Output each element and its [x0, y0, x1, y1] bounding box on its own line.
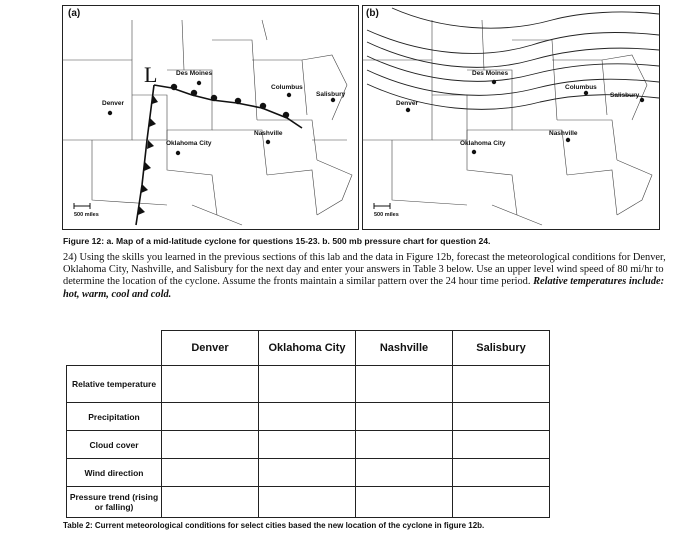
- answer-cell[interactable]: [356, 403, 453, 431]
- table-row: [67, 403, 550, 431]
- answer-cell[interactable]: [259, 431, 356, 459]
- panel-a-state-lines: [62, 20, 352, 225]
- question-24: [63, 252, 669, 301]
- answer-cell[interactable]: [259, 403, 356, 431]
- warm-front: [154, 85, 302, 128]
- panel-a-frame: [63, 6, 359, 230]
- answer-cell[interactable]: [162, 487, 259, 518]
- col-header-denver: Denver: [162, 331, 259, 366]
- label-denver-a: Denver: [102, 100, 125, 107]
- panel-a-tag: (a): [68, 8, 81, 19]
- table-row: [67, 459, 550, 487]
- low-pressure-symbol: L: [144, 62, 158, 87]
- answer-cell[interactable]: [356, 366, 453, 403]
- table-row: [67, 431, 550, 459]
- col-header-oklahoma-city: Oklahoma City: [259, 331, 356, 366]
- answer-cell[interactable]: [453, 431, 550, 459]
- label-des-moines-b: Des Moines: [472, 70, 509, 77]
- label-des-moines-a: Des Moines: [176, 70, 213, 77]
- row-label-wind-direction: Wind direction: [67, 459, 162, 487]
- answer-cell[interactable]: [162, 431, 259, 459]
- label-columbus-b: Columbus: [565, 84, 597, 91]
- label-oklahoma-city-b: Oklahoma City: [460, 140, 506, 147]
- answer-cell[interactable]: [259, 459, 356, 487]
- row-label-cloud-cover: Cloud cover: [67, 431, 162, 459]
- label-columbus-a: Columbus: [271, 84, 303, 91]
- label-salisbury-b: Salisbury: [610, 92, 640, 99]
- row-label-pressure-trend: Pressure trend (rising or falling): [67, 487, 162, 518]
- answer-cell[interactable]: [356, 459, 453, 487]
- table-corner: [67, 331, 162, 366]
- forecast-table: [66, 330, 550, 518]
- question-emphasis: Relative temperatures include: hot, warm, cool and cold.: [63, 276, 665, 300]
- scale-bar-b: [374, 203, 390, 209]
- label-oklahoma-city-a: Oklahoma City: [166, 140, 212, 147]
- col-header-salisbury: Salisbury: [453, 331, 550, 366]
- panel-b-tag: (b): [366, 8, 379, 19]
- scale-label-b: 500 miles: [374, 212, 399, 218]
- answer-cell[interactable]: [453, 403, 550, 431]
- map-drawing: [62, 0, 662, 234]
- table-row: [67, 487, 550, 518]
- answer-cell[interactable]: [259, 487, 356, 518]
- answer-cell[interactable]: [259, 366, 356, 403]
- figure-caption: Figure 12: a. Map of a mid-latitude cyclone for questions 15-23. b. 500 mb pressure chart for question 24.: [63, 236, 491, 246]
- table-header-row: [67, 331, 550, 366]
- label-denver-b: Denver: [396, 100, 419, 107]
- answer-cell[interactable]: [356, 431, 453, 459]
- label-salisbury-a: Salisbury: [316, 91, 346, 98]
- answer-cell[interactable]: [162, 403, 259, 431]
- answer-cell[interactable]: [453, 366, 550, 403]
- question-text: 24) Using the skills you learned in the previous sections of this lab and the data in Figure 12b, forecast the meteorological conditions for Denver, Oklahoma City, Nashville, and Salisbury for the next day and enter your answers in Table 3 below. Use an upper level wind speed of 80 mi/hr to determine the location of the cyclone. Assume the fronts maintain a similar pattern over the 24 hour time period.: [63, 252, 666, 288]
- answer-cell[interactable]: [453, 487, 550, 518]
- row-label-precipitation: Precipitation: [67, 403, 162, 431]
- answer-cell[interactable]: [162, 366, 259, 403]
- answer-cell[interactable]: [453, 459, 550, 487]
- answer-cell[interactable]: [356, 487, 453, 518]
- col-header-nashville: Nashville: [356, 331, 453, 366]
- scale-bar-a: [74, 203, 90, 209]
- scale-label-a: 500 miles: [74, 212, 99, 218]
- table-row: [67, 366, 550, 403]
- row-label-relative-temperature: Relative temperature: [67, 366, 162, 403]
- answer-cell[interactable]: [162, 459, 259, 487]
- label-nashville-a: Nashville: [254, 130, 283, 137]
- figure-12-maps: [62, 0, 662, 234]
- panel-a-city-dots: [108, 81, 335, 155]
- label-nashville-b: Nashville: [549, 130, 578, 137]
- table-caption: Table 2: Current meteorological conditions for select cities based the new location of the cyclone in figure 12b.: [63, 521, 485, 530]
